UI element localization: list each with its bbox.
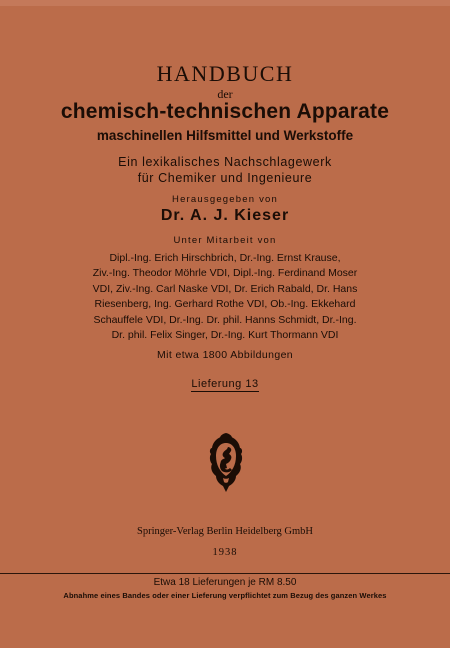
cover-abnahme-note: Abnahme eines Bandes oder einer Lieferung verpflichtet zum Bezug des ganzen Werkes — [63, 591, 387, 600]
springer-horse-logo-icon — [206, 432, 246, 494]
cover-lieferungen-price: Etwa 18 Lieferungen je RM 8.50 — [153, 577, 297, 588]
cover-publisher: Springer-Verlag Berlin Heidelberg GmbH — [136, 526, 313, 537]
cover-unter-mitarbeit: Unter Mitarbeit von — [173, 235, 277, 246]
contributor-line: Dipl.-Ing. Erich Hirschbrich, Dr.-Ing. Ernst Krause, — [109, 252, 341, 264]
cover-der: der — [217, 87, 233, 101]
cover-subtitle: maschinellen Hilfsmittel und Werkstoffe — [96, 128, 354, 143]
contributor-line: Dr. phil. Felix Singer, Dr.-Ing. Kurt Thormann VDI — [111, 329, 339, 342]
contributors-list — [60, 251, 390, 343]
cover-lieferung — [0, 379, 450, 390]
cover-lexikon-line-2: für Chemiker und Ingenieure — [137, 171, 313, 185]
cover-herausgegeben: Herausgegeben von — [172, 194, 278, 205]
cover-main-title: chemisch-technischen Apparate — [60, 100, 390, 123]
divider-line — [0, 573, 450, 574]
contributor-line: VDI, Ziv.-Ing. Carl Naske VDI, Dr. Erich Rabald, Dr. Hans — [92, 282, 358, 295]
contributor-line: Ziv.-Ing. Theodor Möhrle VDI, Dipl.-Ing. Ferdinand Moser — [92, 267, 358, 280]
cover-title: HANDBUCH — [156, 61, 294, 86]
contributor-line: Riesenberg, Ing. Gerhard Rothe VDI, Ob.-Ing. Ekkehard — [94, 298, 356, 311]
cover-lexikon-line-1: Ein lexikalisches Nachschlagewerk — [118, 155, 332, 169]
cover-abbildungen: Mit etwa 1800 Abbildungen — [156, 349, 294, 361]
lieferung-label: Lieferung 13 — [191, 378, 259, 390]
cover-year: 1938 — [212, 547, 238, 558]
contributor-line: Schauffele VDI, Dr.-Ing. Dr. phil. Hanns Schmidt, Dr.-Ing. — [93, 313, 357, 326]
cover-editor: Dr. A. J. Kieser — [160, 207, 290, 224]
